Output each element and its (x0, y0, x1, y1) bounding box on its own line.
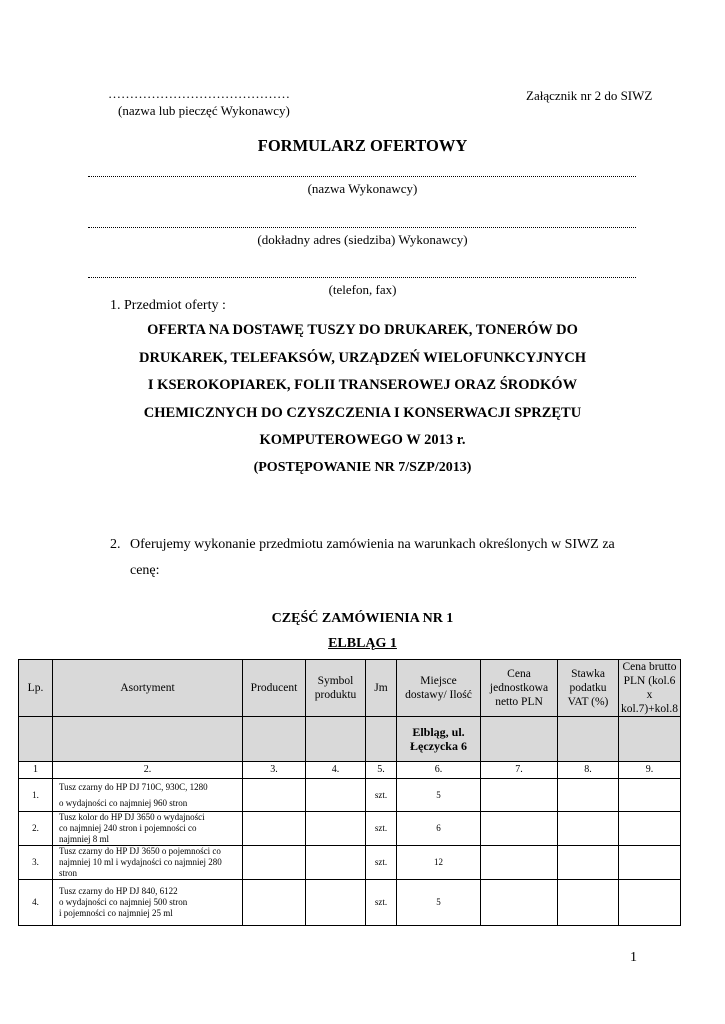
row-quantity: 6 (397, 812, 481, 846)
row-unit-price[interactable] (481, 846, 558, 880)
row-vat[interactable] (558, 812, 619, 846)
description-line: najmniej 10 ml i wydajności co najmniej 280 (59, 857, 222, 867)
subject-line: I KSEROKOPIAREK, FOLII TRANSEROWEJ ORAZ ŚRODKÓW (147, 377, 578, 393)
offer-table (18, 659, 681, 926)
page-title: FORMULARZ OFERTOWY (257, 136, 468, 155)
attachment-label: Załącznik nr 2 do SIWZ (526, 88, 653, 103)
column-number: 6. (397, 762, 481, 779)
stamp-label: (nazwa lub pieczęć Wykonawcy) (118, 103, 290, 118)
row-gross[interactable] (619, 880, 681, 926)
header-unit: Jm (366, 660, 397, 717)
part-subtitle: ELBLĄG 1 (328, 636, 397, 651)
row-lp: 4. (19, 880, 53, 926)
contractor-name-line (88, 176, 636, 177)
description-line: stron (59, 868, 77, 878)
row-symbol[interactable] (306, 779, 366, 812)
table-row (19, 846, 681, 880)
description-line: Tusz czarny do HP DJ 710C, 930C, 1280 (59, 781, 208, 792)
column-number: 1 (19, 762, 53, 779)
subheader-cell (558, 717, 619, 762)
row-vat[interactable] (558, 779, 619, 812)
section-2-text: Oferujemy wykonanie przedmiotu zamówienia na warunkach określonych w SIWZ za (130, 537, 615, 552)
header-assortment: Asortyment (53, 660, 243, 717)
table-header-row (19, 660, 681, 717)
row-quantity: 5 (397, 779, 481, 812)
subject-line: CHEMICZNYCH DO CZYSZCZENIA I KONSERWACJI SPRZĘTU (143, 404, 582, 421)
subheader-cell (619, 717, 681, 762)
table-row (19, 779, 681, 812)
row-description (53, 846, 243, 880)
row-description (53, 880, 243, 926)
row-unit-price[interactable] (481, 812, 558, 846)
subheader-cell (306, 717, 366, 762)
header-lp: Lp. (19, 660, 53, 717)
subheader-cell (19, 717, 53, 762)
row-gross[interactable] (619, 779, 681, 812)
row-gross[interactable] (619, 846, 681, 880)
row-symbol[interactable] (306, 812, 366, 846)
row-unit: szt. (366, 846, 397, 880)
row-unit: szt. (366, 779, 397, 812)
offer-subject (0, 317, 725, 455)
row-symbol[interactable] (306, 846, 366, 880)
row-quantity: 5 (397, 880, 481, 926)
row-unit: szt. (366, 812, 397, 846)
description-line: i pojemności co najmniej 25 ml (59, 908, 173, 918)
procedure-number: (POSTĘPOWANIE NR 7/SZP/2013) (253, 460, 472, 475)
row-description (53, 812, 243, 846)
description-line: najmniej 8 ml (59, 834, 109, 844)
row-vat[interactable] (558, 846, 619, 880)
row-unit-price[interactable] (481, 880, 558, 926)
row-quantity: 12 (397, 846, 481, 880)
column-number: 9. (619, 762, 681, 779)
delivery-place: Elbląg, ul. Łęczycka 6 (397, 717, 481, 762)
description-line: o wydajności co najmniej 500 stron (59, 897, 188, 907)
row-producer[interactable] (243, 779, 306, 812)
description-line: Tusz kolor do HP DJ 3650 o wydajności (59, 812, 205, 822)
column-number: 4. (306, 762, 366, 779)
subject-line: OFERTA NA DOSTAWĘ TUSZY DO DRUKAREK, TONERÓW DO (147, 322, 578, 338)
description-line: co najmniej 240 stron i pojemności co (59, 823, 197, 833)
row-lp: 3. (19, 846, 53, 880)
row-producer[interactable] (243, 812, 306, 846)
column-number: 3. (243, 762, 306, 779)
column-number: 2. (53, 762, 243, 779)
column-numbers-row (19, 762, 681, 779)
header-place: Miejsce dostawy/ Ilość (397, 660, 481, 717)
row-producer[interactable] (243, 846, 306, 880)
contractor-phone-line (88, 277, 636, 278)
description-line: Tusz czarny do HP DJ 3650 o pojemności co (59, 846, 221, 856)
description-line: o wydajności co najmniej 960 stron (59, 797, 188, 808)
column-number: 7. (481, 762, 558, 779)
subheader-cell (243, 717, 306, 762)
header-symbol: Symbol produktu (306, 660, 366, 717)
header-producer: Producent (243, 660, 306, 717)
table-row (19, 880, 681, 926)
contractor-name-label: (nazwa Wykonawcy) (307, 181, 418, 196)
row-unit-price[interactable] (481, 779, 558, 812)
subheader-cell (366, 717, 397, 762)
subheader-cell (481, 717, 558, 762)
subject-line: KOMPUTEROWEGO W 2013 r. (259, 432, 466, 448)
column-number: 5. (366, 762, 397, 779)
contractor-address-line (88, 227, 636, 228)
row-unit: szt. (366, 880, 397, 926)
contractor-phone-label: (telefon, fax) (328, 282, 397, 297)
section-2-text-cont: cenę: (130, 563, 160, 578)
row-description (53, 779, 243, 812)
row-lp: 2. (19, 812, 53, 846)
column-number: 8. (558, 762, 619, 779)
section-2-number: 2. (110, 537, 121, 552)
subject-line: DRUKAREK, TELEFAKSÓW, URZĄDZEŃ WIELOFUNKCYJNYCH (138, 349, 586, 366)
subheader-cell (53, 717, 243, 762)
description-line: Tusz czarny do HP DJ 840, 6122 (59, 886, 178, 896)
row-symbol[interactable] (306, 880, 366, 926)
header-vat: Stawka podatku VAT (%) (558, 660, 619, 717)
page-number: 1 (630, 950, 637, 965)
part-title: CZĘŚĆ ZAMÓWIENIA NR 1 (271, 611, 454, 626)
row-vat[interactable] (558, 880, 619, 926)
header-gross: Cena brutto PLN (kol.6 x kol.7)+kol.8 (619, 660, 681, 717)
section-1-label: 1. Przedmiot oferty : (110, 298, 226, 313)
table-subheader-row (19, 717, 681, 762)
stamp-dots: …………………………………… (108, 86, 290, 101)
row-lp: 1. (19, 779, 53, 812)
row-gross[interactable] (619, 812, 681, 846)
header-unit-price: Cena jednostkowa netto PLN (481, 660, 558, 717)
contractor-address-label: (dokładny adres (siedziba) Wykonawcy) (257, 232, 468, 247)
row-producer[interactable] (243, 880, 306, 926)
table-row (19, 812, 681, 846)
